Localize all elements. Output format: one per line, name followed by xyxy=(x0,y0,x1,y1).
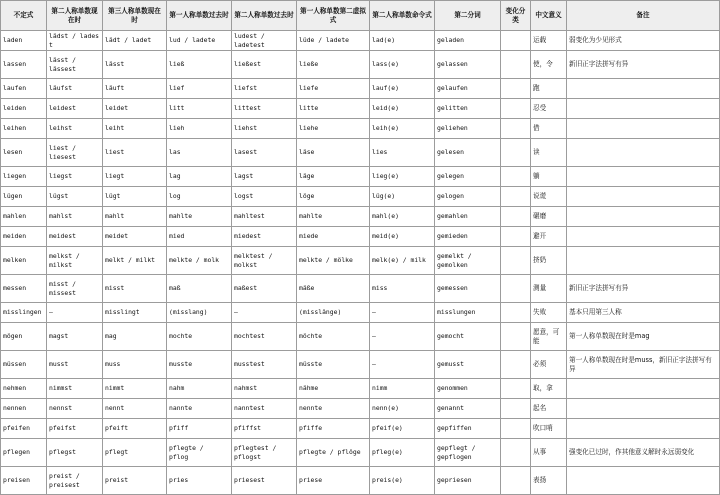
conjugation-class-cell xyxy=(501,79,531,99)
past-1sg-cell: las xyxy=(167,139,232,167)
past-2sg-cell: nanntest xyxy=(232,399,297,419)
table-row xyxy=(1,207,720,227)
meaning-cell: 躺 xyxy=(531,167,567,187)
remarks-cell: 第一人称单数现在时是mag xyxy=(567,323,720,351)
header-past-participle: 第二分词 xyxy=(435,1,501,31)
subjunctive-cell: müsste xyxy=(297,351,370,379)
past-2sg-cell: pflegtest / pflogst xyxy=(232,439,297,467)
past-participle-cell: gemessen xyxy=(435,275,501,303)
past-participle-cell: gelegen xyxy=(435,167,501,187)
header-subjunctive-ii-1sg: 第一人称单数第二虚拟式 xyxy=(297,1,370,31)
past-participle-cell: gemocht xyxy=(435,323,501,351)
past-2sg-cell: mochtest xyxy=(232,323,297,351)
infinitive-cell: melken xyxy=(1,247,47,275)
past-2sg-cell: – xyxy=(232,303,297,323)
conjugation-class-cell xyxy=(501,139,531,167)
past-1sg-cell: lief xyxy=(167,79,232,99)
present-2sg-cell: lügst xyxy=(47,187,103,207)
past-2sg-cell: maßest xyxy=(232,275,297,303)
infinitive-cell: pflegen xyxy=(1,439,47,467)
past-1sg-cell: nannte xyxy=(167,399,232,419)
present-3sg-cell: liegt xyxy=(103,167,167,187)
meaning-cell: 挤奶 xyxy=(531,247,567,275)
imperative-cell: leih(e) xyxy=(370,119,435,139)
present-3sg-cell: pflegt xyxy=(103,439,167,467)
table-row xyxy=(1,247,720,275)
subjunctive-cell: lüde / ladete xyxy=(297,31,370,51)
past-1sg-cell: pfiff xyxy=(167,419,232,439)
present-3sg-cell: meidet xyxy=(103,227,167,247)
imperative-cell: preis(e) xyxy=(370,467,435,495)
table-row xyxy=(1,399,720,419)
past-2sg-cell: miedest xyxy=(232,227,297,247)
past-2sg-cell: ließest xyxy=(232,51,297,79)
imperative-cell: lass(e) xyxy=(370,51,435,79)
past-participle-cell: genannt xyxy=(435,399,501,419)
present-2sg-cell: – xyxy=(47,303,103,323)
present-2sg-cell: preist / preisest xyxy=(47,467,103,495)
conjugation-class-cell xyxy=(501,303,531,323)
past-1sg-cell: mahlte xyxy=(167,207,232,227)
imperative-cell: lieg(e) xyxy=(370,167,435,187)
present-2sg-cell: pflegst xyxy=(47,439,103,467)
present-3sg-cell: lügt xyxy=(103,187,167,207)
remarks-cell xyxy=(567,467,720,495)
imperative-cell: melk(e) / milk xyxy=(370,247,435,275)
past-1sg-cell: log xyxy=(167,187,232,207)
table-row xyxy=(1,167,720,187)
meaning-cell: 取，拿 xyxy=(531,379,567,399)
table-row xyxy=(1,419,720,439)
meaning-cell: 吹口哨 xyxy=(531,419,567,439)
past-participle-cell: gelassen xyxy=(435,51,501,79)
present-2sg-cell: meidest xyxy=(47,227,103,247)
imperative-cell: lüg(e) xyxy=(370,187,435,207)
infinitive-cell: leiden xyxy=(1,99,47,119)
past-2sg-cell: liefst xyxy=(232,79,297,99)
table-row xyxy=(1,275,720,303)
imperative-cell: miss xyxy=(370,275,435,303)
past-1sg-cell: litt xyxy=(167,99,232,119)
subjunctive-cell: ließe xyxy=(297,51,370,79)
past-1sg-cell: melkte / molk xyxy=(167,247,232,275)
infinitive-cell: preisen xyxy=(1,467,47,495)
past-participle-cell: misslungen xyxy=(435,303,501,323)
conjugation-class-cell xyxy=(501,51,531,79)
remarks-cell: 弱变化为少见形式 xyxy=(567,31,720,51)
present-2sg-cell: misst / missest xyxy=(47,275,103,303)
past-2sg-cell: lagst xyxy=(232,167,297,187)
past-1sg-cell: lieh xyxy=(167,119,232,139)
table-row xyxy=(1,303,720,323)
past-participle-cell: gemusst xyxy=(435,351,501,379)
conjugation-class-cell xyxy=(501,119,531,139)
present-3sg-cell: nimmt xyxy=(103,379,167,399)
present-2sg-cell: musst xyxy=(47,351,103,379)
present-2sg-cell: mahlst xyxy=(47,207,103,227)
conjugation-class-cell xyxy=(501,467,531,495)
infinitive-cell: laufen xyxy=(1,79,47,99)
present-2sg-cell: melkst / milkst xyxy=(47,247,103,275)
infinitive-cell: leihen xyxy=(1,119,47,139)
remarks-cell xyxy=(567,379,720,399)
past-1sg-cell: maß xyxy=(167,275,232,303)
imperative-cell: lad(e) xyxy=(370,31,435,51)
present-3sg-cell: leidet xyxy=(103,99,167,119)
infinitive-cell: lassen xyxy=(1,51,47,79)
meaning-cell: 从事 xyxy=(531,439,567,467)
meaning-cell: 测量 xyxy=(531,275,567,303)
remarks-cell: 新旧正字法拼写有异 xyxy=(567,275,720,303)
past-2sg-cell: melktest / molkst xyxy=(232,247,297,275)
past-participle-cell: gemieden xyxy=(435,227,501,247)
header-row xyxy=(1,1,720,31)
subjunctive-cell: melkte / mölke xyxy=(297,247,370,275)
infinitive-cell: lügen xyxy=(1,187,47,207)
subjunctive-cell: läse xyxy=(297,139,370,167)
conjugation-class-cell xyxy=(501,99,531,119)
past-2sg-cell: priesest xyxy=(232,467,297,495)
conjugation-class-cell xyxy=(501,323,531,351)
infinitive-cell: mahlen xyxy=(1,207,47,227)
meaning-cell: 愿意，可能 xyxy=(531,323,567,351)
header-present-3sg: 第三人称单数现在时 xyxy=(103,1,167,31)
table-row xyxy=(1,323,720,351)
subjunctive-cell: miede xyxy=(297,227,370,247)
present-3sg-cell: muss xyxy=(103,351,167,379)
table-row xyxy=(1,351,720,379)
conjugation-class-cell xyxy=(501,439,531,467)
present-2sg-cell: lädst / ladest xyxy=(47,31,103,51)
past-participle-cell: gemahlen xyxy=(435,207,501,227)
past-participle-cell: gelesen xyxy=(435,139,501,167)
past-participle-cell: gemelkt / gemolken xyxy=(435,247,501,275)
present-3sg-cell: misst xyxy=(103,275,167,303)
infinitive-cell: misslingen xyxy=(1,303,47,323)
imperative-cell: meid(e) xyxy=(370,227,435,247)
conjugation-class-cell xyxy=(501,31,531,51)
meaning-cell: 表扬 xyxy=(531,467,567,495)
imperative-cell: – xyxy=(370,351,435,379)
meaning-cell: 碾磨 xyxy=(531,207,567,227)
conjugation-class-cell xyxy=(501,419,531,439)
present-3sg-cell: mahlt xyxy=(103,207,167,227)
past-participle-cell: genommen xyxy=(435,379,501,399)
conjugation-class-cell xyxy=(501,167,531,187)
present-2sg-cell: leidest xyxy=(47,99,103,119)
present-3sg-cell: läuft xyxy=(103,79,167,99)
meaning-cell: 避开 xyxy=(531,227,567,247)
imperative-cell: pfeif(e) xyxy=(370,419,435,439)
table-row xyxy=(1,187,720,207)
imperative-cell: leid(e) xyxy=(370,99,435,119)
past-2sg-cell: lasest xyxy=(232,139,297,167)
past-participle-cell: gepriesen xyxy=(435,467,501,495)
meaning-cell: 忍受 xyxy=(531,99,567,119)
present-3sg-cell: preist xyxy=(103,467,167,495)
subjunctive-cell: mahlte xyxy=(297,207,370,227)
table-row xyxy=(1,379,720,399)
remarks-cell xyxy=(567,139,720,167)
meaning-cell: 起名 xyxy=(531,399,567,419)
present-2sg-cell: lässt / lässest xyxy=(47,51,103,79)
infinitive-cell: pfeifen xyxy=(1,419,47,439)
conjugation-class-cell xyxy=(501,351,531,379)
subjunctive-cell: priese xyxy=(297,467,370,495)
past-1sg-cell: lud / ladete xyxy=(167,31,232,51)
present-3sg-cell: mag xyxy=(103,323,167,351)
remarks-cell xyxy=(567,419,720,439)
past-2sg-cell: musstest xyxy=(232,351,297,379)
imperative-cell: – xyxy=(370,303,435,323)
past-1sg-cell: mied xyxy=(167,227,232,247)
infinitive-cell: meiden xyxy=(1,227,47,247)
present-2sg-cell: nennst xyxy=(47,399,103,419)
conjugation-class-cell xyxy=(501,227,531,247)
imperative-cell: nimm xyxy=(370,379,435,399)
subjunctive-cell: pflegte / pflöge xyxy=(297,439,370,467)
past-2sg-cell: liehst xyxy=(232,119,297,139)
table-row xyxy=(1,467,720,495)
remarks-cell xyxy=(567,79,720,99)
subjunctive-cell: läge xyxy=(297,167,370,187)
present-3sg-cell: melkt / milkt xyxy=(103,247,167,275)
remarks-cell xyxy=(567,207,720,227)
remarks-cell: 强变化已过时，作其他意义解时永远弱变化 xyxy=(567,439,720,467)
meaning-cell: 借 xyxy=(531,119,567,139)
header-present-2sg: 第二人称单数现在时 xyxy=(47,1,103,31)
subjunctive-cell: (misslänge) xyxy=(297,303,370,323)
meaning-cell: 使，令 xyxy=(531,51,567,79)
past-participle-cell: gelitten xyxy=(435,99,501,119)
meaning-cell: 读 xyxy=(531,139,567,167)
meaning-cell: 必须 xyxy=(531,351,567,379)
table-row xyxy=(1,79,720,99)
present-3sg-cell: lässt xyxy=(103,51,167,79)
past-1sg-cell: (misslang) xyxy=(167,303,232,323)
table-row xyxy=(1,439,720,467)
present-2sg-cell: liegst xyxy=(47,167,103,187)
table-row xyxy=(1,139,720,167)
subjunctive-cell: liehe xyxy=(297,119,370,139)
present-3sg-cell: liest xyxy=(103,139,167,167)
table-row xyxy=(1,51,720,79)
present-2sg-cell: liest / liesest xyxy=(47,139,103,167)
present-3sg-cell: lädt / ladet xyxy=(103,31,167,51)
header-remarks: 备注 xyxy=(567,1,720,31)
table-body xyxy=(1,31,720,495)
present-3sg-cell: leiht xyxy=(103,119,167,139)
subjunctive-cell: möchte xyxy=(297,323,370,351)
header-imperative-2sg: 第二人称单数命令式 xyxy=(370,1,435,31)
present-2sg-cell: magst xyxy=(47,323,103,351)
conjugation-class-cell xyxy=(501,399,531,419)
infinitive-cell: müssen xyxy=(1,351,47,379)
imperative-cell: nenn(e) xyxy=(370,399,435,419)
infinitive-cell: nennen xyxy=(1,399,47,419)
past-2sg-cell: nahmst xyxy=(232,379,297,399)
table-row xyxy=(1,227,720,247)
remarks-cell xyxy=(567,167,720,187)
subjunctive-cell: nennte xyxy=(297,399,370,419)
remarks-cell: 基本只用第三人称 xyxy=(567,303,720,323)
present-2sg-cell: nimmst xyxy=(47,379,103,399)
meaning-cell: 运载 xyxy=(531,31,567,51)
imperative-cell: lauf(e) xyxy=(370,79,435,99)
infinitive-cell: lesen xyxy=(1,139,47,167)
past-1sg-cell: pries xyxy=(167,467,232,495)
table-row xyxy=(1,31,720,51)
past-participle-cell: geladen xyxy=(435,31,501,51)
past-participle-cell: gelogen xyxy=(435,187,501,207)
present-2sg-cell: leihst xyxy=(47,119,103,139)
header-infinitive: 不定式 xyxy=(1,1,47,31)
table-row xyxy=(1,99,720,119)
conjugation-class-cell xyxy=(501,187,531,207)
remarks-cell: 新旧正字法拼写有异 xyxy=(567,51,720,79)
conjugation-class-cell xyxy=(501,207,531,227)
remarks-cell xyxy=(567,187,720,207)
past-participle-cell: gelaufen xyxy=(435,79,501,99)
infinitive-cell: liegen xyxy=(1,167,47,187)
past-1sg-cell: pflegte / pflog xyxy=(167,439,232,467)
meaning-cell: 失败 xyxy=(531,303,567,323)
meaning-cell: 说谎 xyxy=(531,187,567,207)
table-row xyxy=(1,119,720,139)
conjugation-class-cell xyxy=(501,247,531,275)
subjunctive-cell: löge xyxy=(297,187,370,207)
header-conjugation-class: 变化分类 xyxy=(501,1,531,31)
infinitive-cell: laden xyxy=(1,31,47,51)
remarks-cell xyxy=(567,227,720,247)
past-participle-cell: gepflegt / gepflogen xyxy=(435,439,501,467)
remarks-cell xyxy=(567,399,720,419)
infinitive-cell: mögen xyxy=(1,323,47,351)
past-1sg-cell: lag xyxy=(167,167,232,187)
conjugation-class-cell xyxy=(501,275,531,303)
present-3sg-cell: misslingt xyxy=(103,303,167,323)
subjunctive-cell: pfiffe xyxy=(297,419,370,439)
past-2sg-cell: pfiffst xyxy=(232,419,297,439)
remarks-cell: 第一人称单数现在时是muss，新旧正字法拼写有异 xyxy=(567,351,720,379)
header-past-1sg: 第一人称单数过去时 xyxy=(167,1,232,31)
past-1sg-cell: mochte xyxy=(167,323,232,351)
subjunctive-cell: litte xyxy=(297,99,370,119)
subjunctive-cell: liefe xyxy=(297,79,370,99)
past-2sg-cell: littest xyxy=(232,99,297,119)
present-2sg-cell: pfeifst xyxy=(47,419,103,439)
subjunctive-cell: nähme xyxy=(297,379,370,399)
past-participle-cell: gepfiffen xyxy=(435,419,501,439)
present-3sg-cell: pfeift xyxy=(103,419,167,439)
imperative-cell: mahl(e) xyxy=(370,207,435,227)
past-1sg-cell: ließ xyxy=(167,51,232,79)
remarks-cell xyxy=(567,99,720,119)
header-chinese-meaning: 中文意义 xyxy=(531,1,567,31)
subjunctive-cell: mäße xyxy=(297,275,370,303)
imperative-cell: – xyxy=(370,323,435,351)
remarks-cell xyxy=(567,247,720,275)
remarks-cell xyxy=(567,119,720,139)
header-past-2sg: 第二人称单数过去时 xyxy=(232,1,297,31)
present-2sg-cell: läufst xyxy=(47,79,103,99)
past-participle-cell: geliehen xyxy=(435,119,501,139)
imperative-cell: lies xyxy=(370,139,435,167)
meaning-cell: 跑 xyxy=(531,79,567,99)
past-2sg-cell: ludest / ladetest xyxy=(232,31,297,51)
infinitive-cell: messen xyxy=(1,275,47,303)
infinitive-cell: nehmen xyxy=(1,379,47,399)
past-1sg-cell: musste xyxy=(167,351,232,379)
past-2sg-cell: logst xyxy=(232,187,297,207)
conjugation-class-cell xyxy=(501,379,531,399)
present-3sg-cell: nennt xyxy=(103,399,167,419)
imperative-cell: pfleg(e) xyxy=(370,439,435,467)
past-2sg-cell: mahltest xyxy=(232,207,297,227)
past-1sg-cell: nahm xyxy=(167,379,232,399)
